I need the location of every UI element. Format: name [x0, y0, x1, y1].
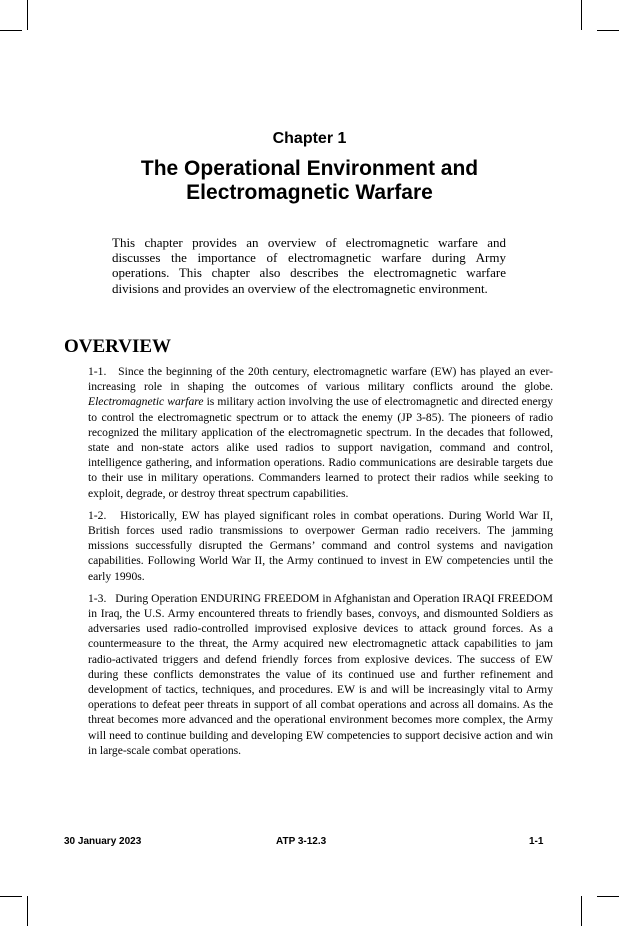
- paragraph-number: 1-1.: [88, 365, 107, 378]
- section-heading: OVERVIEW: [64, 336, 172, 357]
- paragraph-text: is military action involving the use of electromagnetic and directed energy to control the electromagnetic spectrum or to attack the enemy (JP 3-85). The pioneers of radio recognized the military application of the electromagnetic spectrum. In the decades that followed, state and non-state actors alike used radios to support navigation, command and control, intelligence gathering, and information operations. Radio communications are desirable targets due to their use in military operations. Commanders learned to protect their radios while seeking to exploit, degrade, or destroy threat spectrum capabilities.: [88, 395, 553, 500]
- footer-date: 30 January 2023: [64, 836, 142, 847]
- crop-mark-top-left-vertical: [27, 0, 28, 30]
- paragraph-number: 1-2.: [88, 508, 107, 522]
- chapter-label: Chapter 1: [272, 130, 347, 147]
- crop-mark-bottom-left-vertical: [27, 896, 28, 926]
- chapter-title: [0, 157, 619, 205]
- defined-term: Electromagnetic warfare: [88, 395, 204, 409]
- paragraph-1-3: [88, 591, 553, 758]
- footer-publication: ATP 3-12.3: [276, 836, 327, 847]
- crop-mark-bottom-right-vertical: [581, 896, 582, 926]
- chapter-title-line-1: The Operational Environment and: [140, 157, 479, 180]
- crop-mark-top-right-vertical: [581, 0, 582, 30]
- chapter-introduction: This chapter provides an overview of electromagnetic warfare and discusses the importance of electromagnetic warfare during Army operations. This chapter also describes the electromagnetic warfare divisions and provides an overview of the electromagnetic environment.: [112, 235, 506, 296]
- chapter-title-line-2: Electromagnetic Warfare: [186, 181, 433, 204]
- footer-page-number: 1-1: [529, 836, 544, 847]
- paragraph-number: 1-3.: [88, 591, 107, 605]
- crop-mark-bottom-left-horizontal: [0, 896, 22, 897]
- crop-mark-top-left-horizontal: [0, 30, 22, 31]
- crop-mark-top-right-horizontal: [597, 30, 619, 31]
- paragraph-text: During Operation ENDURING FREEDOM in Afghanistan and Operation IRAQI FREEDOM in Iraq, the U.S. Army encountered threats to friendly bases, convoys, and dismounted Soldiers as adversaries used radio-controlled improvised explosive devices to attack ground forces. As a countermeasure to the threat, the Army acquired new electromagnetic attack capabilities to jam radio-activated triggers and defend friendly forces from explosive devices. The success of EW during these conflicts demonstrates the value of its continued use and further refinement and development of tactics, techniques, and procedures. EW is and will be increasingly vital to Army operations to defeat peer threats in support of all combat operations and across all domains. As the threat becomes more advanced and the operational environment becomes more complex, the Army will need to continue building and developing EW competencies to support decisive action and win in large-scale combat operations.: [88, 591, 553, 757]
- paragraph-text: Since the beginning of the 20th century, electromagnetic warfare (EW) has played an ever-increasing role in shaping the outcomes of various military conflicts around the globe.: [88, 365, 553, 394]
- paragraph-text: Historically, EW has played significant roles in combat operations. During World War II, British forces used radio transmissions to overpower German radio receivers. The jamming missions successfully disrupted the Germans’ command and control systems and navigation capabilities. Following World War II, the Army continued to invest in EW competencies until the early 1990s.: [88, 508, 553, 583]
- paragraph-1-1: [88, 364, 553, 501]
- crop-mark-bottom-right-horizontal: [597, 896, 619, 897]
- section-body: [88, 364, 553, 765]
- paragraph-1-2: [88, 508, 553, 584]
